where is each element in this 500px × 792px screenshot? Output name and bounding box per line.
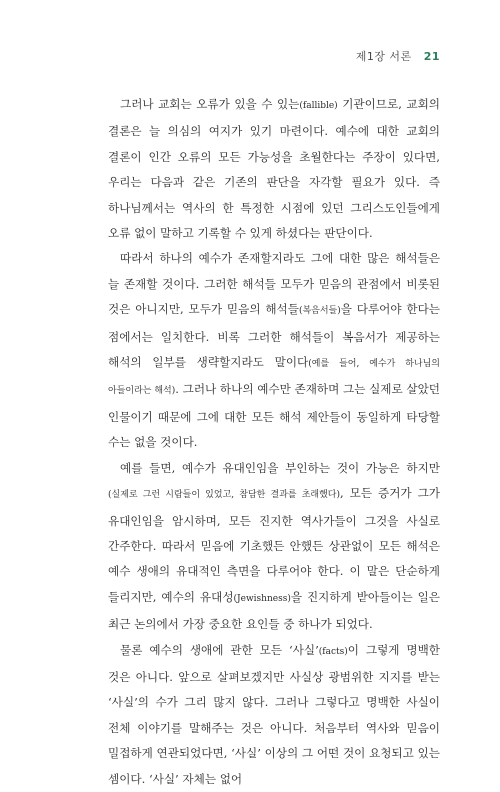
inline-gloss: (복음서들) [298, 306, 341, 317]
body-text [108, 92, 440, 792]
paragraph [108, 246, 440, 455]
text-segment: 예를 들면, 예수가 유대인임을 부인하는 것이 가능은 하지만 [120, 460, 440, 475]
inline-gloss: (fallible) [299, 101, 338, 111]
running-header [356, 48, 440, 64]
text-segment: 을 다루어야 한다는 점에서는 일치한다. 비록 그러한 해석들이 복음서가 제공하는 해석의 일부를 생략할지라도 말이다 [108, 302, 440, 370]
chapter-title: 제1장 서론 [355, 50, 412, 63]
inline-gloss: (facts) [318, 646, 348, 657]
paragraph [108, 92, 440, 246]
text-segment: 따라서 하나의 예수가 존재할지라도 그에 대한 많은 해석들은 늘 존재할 것이다. 그러한 해석들 모두가 믿음의 관점에서 비롯된 것은 아니지만, 모두가 믿음의 해석들 [108, 251, 440, 317]
text-segment: 기관이므로, 교회의 결론은 늘 의심의 여지가 있기 마련이다. 예수에 대한 교회의 결론이 인간 오류의 모든 가능성을 초월한다는 주장이 있다면, 우리는 다음과 같은 기존의 판단을 자각할 필요가 있다. 즉 하나님께서는 역사의 한 특정한 시점에 있던 그리스도인들에게 오류 없이 말하고 기록할 수 있게 하셨다는 판단이다. [108, 97, 440, 241]
inline-gloss: (Jewishness) [233, 593, 291, 604]
inline-gloss: (실제로 그런 시람들이 있었고, 참담한 결과를 초래했다) [108, 490, 341, 501]
text-segment: , 모든 증거가 그가 유대인임을 암시하며, 모든 진지한 역사가들이 그것을 사실로 간주한다. 따라서 믿음에 기초했든 안했든 상관없이 모든 해석은 예수 생애의 유대적인 측면을 다루어야 한다. 이 말은 단순하게 들리지만, 예수의 유대성 [108, 486, 440, 604]
text-segment: 을 진지하게 받아들이는 일은 최근 논의에서 가장 중요한 요인들 중 하나가 되었다. [108, 589, 440, 632]
text-segment: 이 그렇게 명백한 것은 아니다. 앞으로 살펴보겠지만 사실상 광범위한 지지를 받는 ‘사실’의 수가 그리 많지 않다. 그러나 그렇다고 명백한 사실이 전체 이야기를 말해주는 것은 아니다. 처음부터 역사와 믿음이 밀접하게 연관되었다면, ‘사실’ 이상의 그 어떤 것이 요청되고 있는 셈이다. ‘사실’ 자체는 없어 [108, 642, 440, 786]
inline-gloss: (예를 들어, 예수가 하나님의 아들이라는 해석) [108, 359, 440, 397]
paragraph [108, 638, 440, 792]
text-segment: . 그러나 하나의 예수만 존재하며 그는 실제로 살았던 인물이기 때문에 그에 대한 모든 해석 제안들이 동일하게 타당할 수는 없을 것이다. [108, 382, 440, 450]
text-segment: 그러나 교회는 오류가 있을 수 있는 [120, 97, 300, 111]
page-number: 21 [423, 50, 440, 63]
paragraph [108, 456, 440, 638]
text-segment: 물론 예수의 생애에 관한 모든 ‘사실’ [120, 642, 319, 657]
